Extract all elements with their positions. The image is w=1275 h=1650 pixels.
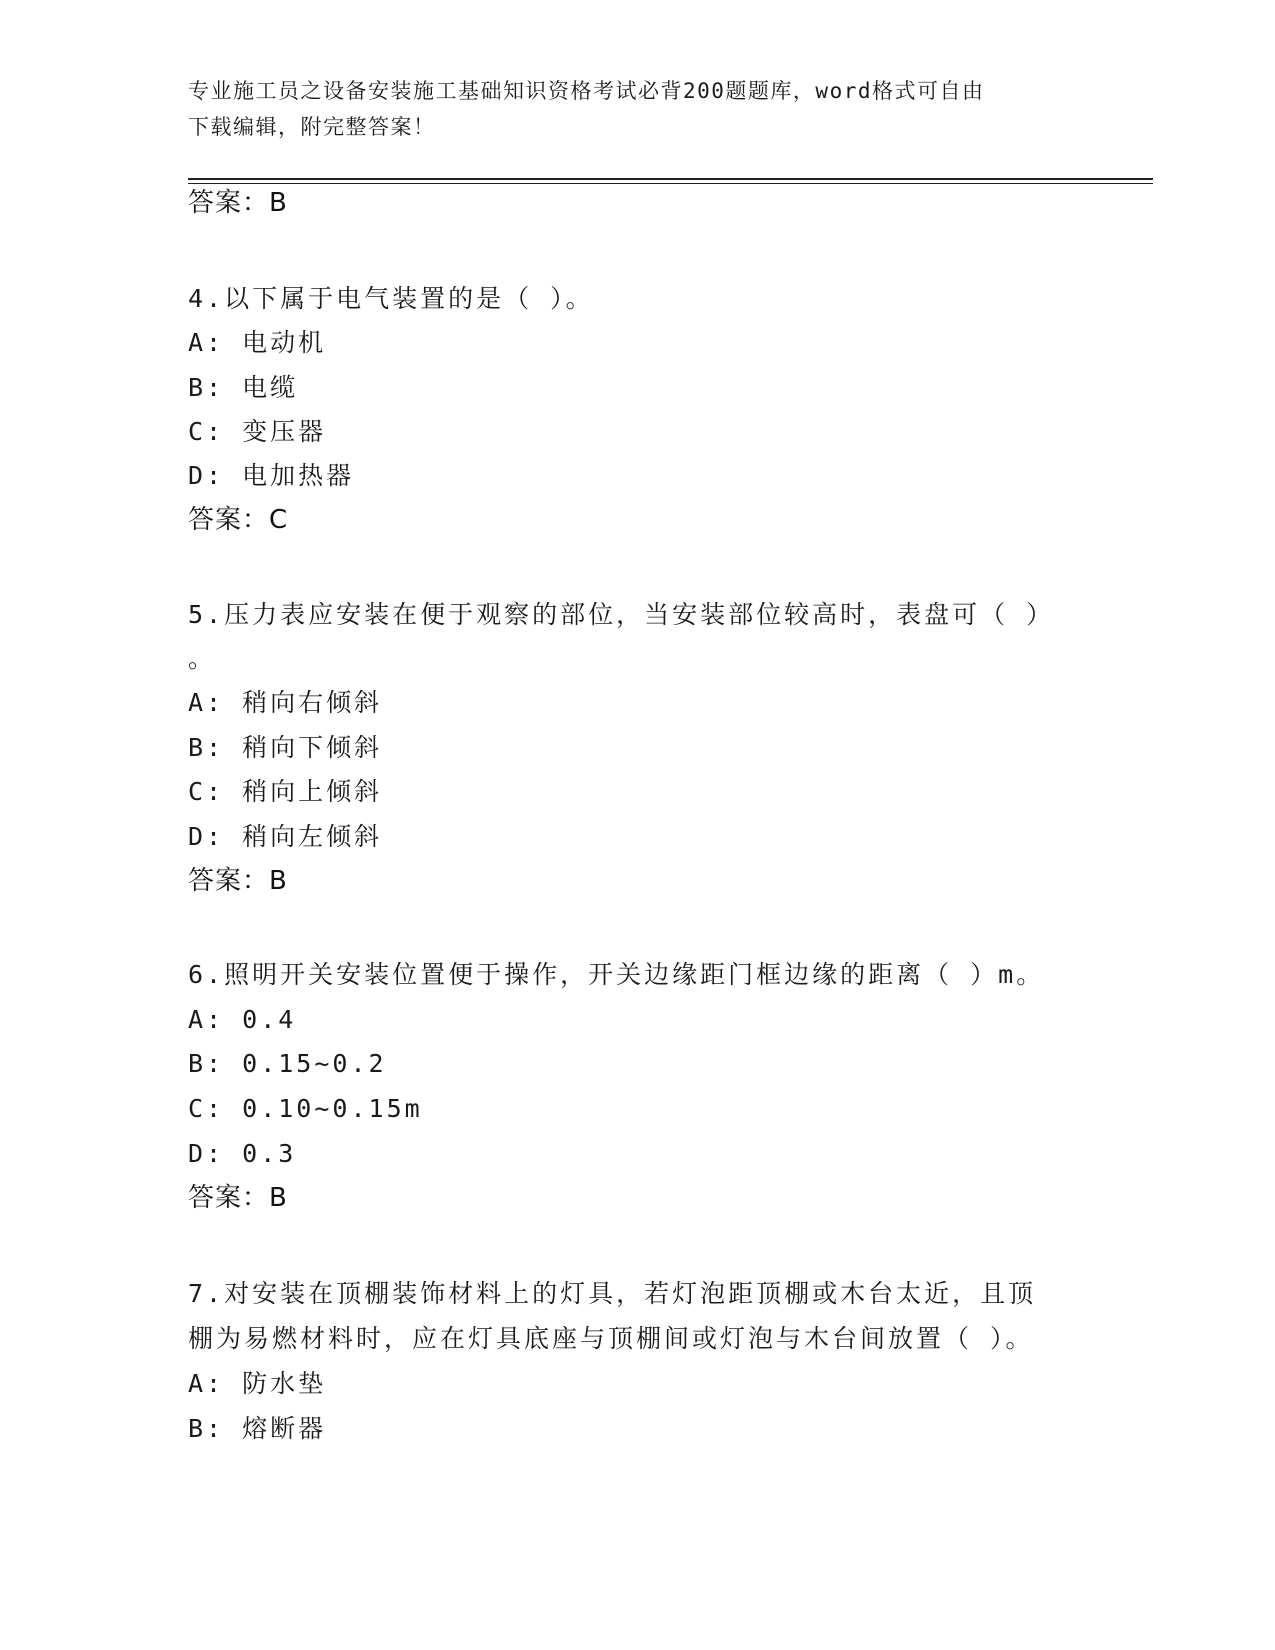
q6-option-a: A: 0.4 [188, 1005, 297, 1034]
question-5-line-2: 。 [188, 644, 217, 673]
q5-option-a: A: 稍向右倾斜 [188, 688, 383, 717]
header-rule-thick [188, 178, 1153, 180]
q4-option-d: D: 电加热器 [188, 461, 355, 490]
header-rule-thin [188, 183, 1153, 184]
q6-option-b: B: 0.15~0.2 [188, 1049, 387, 1078]
header-line-2: 下载编辑，附完整答案！ [188, 115, 436, 139]
q5-option-d: D: 稍向左倾斜 [188, 822, 383, 851]
q5-option-c: C: 稍向上倾斜 [188, 777, 383, 806]
q7-option-b: B: 熔断器 [188, 1414, 327, 1443]
q4-option-b: B: 电缆 [188, 373, 299, 402]
answer-q6: 答案：B [188, 1183, 288, 1213]
document-header [188, 73, 1068, 145]
q7-option-a: A: 防水垫 [188, 1369, 327, 1398]
q5-option-b: B: 稍向下倾斜 [188, 733, 383, 762]
question-6: 6.照明开关安装位置便于操作，开关边缘距门框边缘的距离（ ）m。 [188, 960, 1045, 989]
header-line-1: 专业施工员之设备安装施工基础知识资格考试必背200题题库，word格式可自由 [188, 79, 985, 103]
question-7-line-2: 棚为易燃材料时，应在灯具底座与顶棚间或灯泡与木台间放置（ ）。 [188, 1324, 1034, 1353]
answer-q3: 答案：B [188, 188, 288, 218]
question-7-line-1: 7.对安装在顶棚装饰材料上的灯具，若灯泡距顶棚或木台太近，且顶 [188, 1279, 1037, 1308]
answer-q4: 答案：C [188, 505, 289, 535]
q4-option-a: A: 电动机 [188, 328, 327, 357]
question-5-line-1: 5.压力表应安装在便于观察的部位，当安装部位较高时，表盘可（ ） [188, 600, 1055, 629]
answer-q5: 答案：B [188, 866, 288, 896]
question-4: 4.以下属于电气装置的是（ ）。 [188, 284, 594, 313]
q6-option-d: D: 0.3 [188, 1139, 297, 1168]
q4-option-c: C: 变压器 [188, 417, 327, 446]
q6-option-c: C: 0.10~0.15m [188, 1094, 423, 1123]
